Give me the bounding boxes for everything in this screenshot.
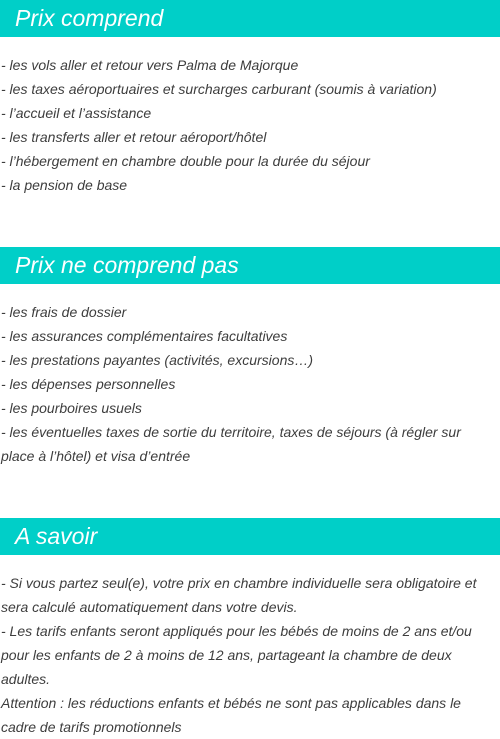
list-item: - les prestations payantes (activités, excursions…) xyxy=(1,352,314,368)
section-header xyxy=(0,247,500,284)
list-item: - l’hébergement en chambre double pour la durée du séjour xyxy=(1,153,370,169)
list-item: - les taxes aéroportuaires et surcharges carburant (soumis à variation) xyxy=(1,81,437,97)
section-prix-ne-comprend-pas xyxy=(0,247,500,468)
list-item: - les transferts aller et retour aéroport/hôtel xyxy=(1,129,267,145)
list-item: Attention : les réductions enfants et bébés ne sont pas applicables dans le cadre de tarifs promotionnels xyxy=(1,695,461,735)
list-item: - Les tarifs enfants seront appliqués pour les bébés de moins de 2 ans et/ou pour les enfants de 2 à moins de 12 ans, partageant la chambre de deux adultes. xyxy=(1,623,472,687)
section-body xyxy=(0,37,500,197)
list-item: - les vols aller et retour vers Palma de Majorque xyxy=(1,57,299,73)
section-header xyxy=(0,518,500,555)
list-item: - l’accueil et l’assistance xyxy=(1,105,152,121)
list-item: - les assurances complémentaires facultatives xyxy=(1,328,288,344)
section-header xyxy=(0,0,500,37)
section-prix-comprend xyxy=(0,0,500,197)
list-item: - les frais de dossier xyxy=(1,304,127,320)
section-title: A savoir xyxy=(15,523,98,549)
section-body xyxy=(0,555,500,739)
list-item: - la pension de base xyxy=(1,177,128,193)
list-item: - Si vous partez seul(e), votre prix en chambre individuelle sera obligatoire et sera calculé automatiquement dans votre devis. xyxy=(1,575,477,615)
list-item: - les dépenses personnelles xyxy=(1,376,176,392)
list-item: - les éventuelles taxes de sortie du territoire, taxes de séjours (à régler sur place à l’hôtel) et visa d’entrée xyxy=(1,424,461,464)
section-title: Prix comprend xyxy=(15,5,164,31)
section-a-savoir xyxy=(0,518,500,739)
section-title: Prix ne comprend pas xyxy=(15,252,239,278)
list-item: - les pourboires usuels xyxy=(1,400,142,416)
section-body xyxy=(0,284,500,468)
